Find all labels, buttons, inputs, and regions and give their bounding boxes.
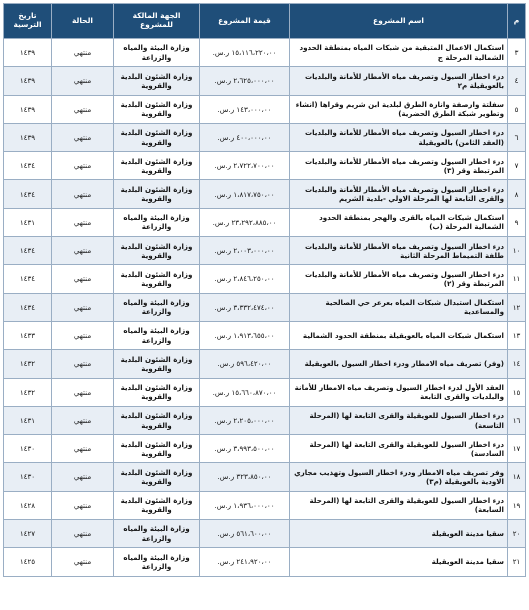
cell-status: منتهي <box>52 435 114 463</box>
cell-award-year: ١٤٢٧ <box>4 520 52 548</box>
table-row <box>4 293 526 321</box>
cell-project-value: ٢،٢٠٥،٠٠٠،٠٠ ر.س. <box>200 406 290 434</box>
cell-status: منتهي <box>52 293 114 321</box>
table-row <box>4 123 526 151</box>
cell-award-year: ١٤٣٤ <box>4 265 52 293</box>
cell-status: منتهي <box>52 39 114 67</box>
cell-num: ١٦ <box>508 406 526 434</box>
cell-award-year: ١٤٣٠ <box>4 463 52 491</box>
cell-award-year: ١٤٣٤ <box>4 180 52 208</box>
cell-status: منتهي <box>52 237 114 265</box>
cell-owner: وزارة الشئون البلدية والقروية <box>114 180 200 208</box>
table-row <box>4 491 526 519</box>
cell-status: منتهي <box>52 180 114 208</box>
table-row <box>4 237 526 265</box>
cell-num: ٣ <box>508 39 526 67</box>
projects-table-container <box>3 3 525 577</box>
cell-project-value: ٥٩٦،٤٢٠،٠٠ ر.س. <box>200 350 290 378</box>
table-row <box>4 180 526 208</box>
cell-project-value: ٢،٧٢٢،٧٠٠،٠٠ ر.س. <box>200 152 290 180</box>
cell-status: منتهي <box>52 321 114 349</box>
cell-num: ١٩ <box>508 491 526 519</box>
cell-num: ١٤ <box>508 350 526 378</box>
cell-num: ١٨ <box>508 463 526 491</box>
cell-award-year: ١٤٣٤ <box>4 237 52 265</box>
cell-owner: وزارة الشئون البلدية والقروية <box>114 406 200 434</box>
cell-num: ٤ <box>508 67 526 95</box>
cell-num: ١٧ <box>508 435 526 463</box>
cell-status: منتهي <box>52 123 114 151</box>
cell-project-name: درء اخطار السيول وتصريف مياه الأمطار للأمانة والبلديات (العقد الثامن) بالعويقيلة <box>290 123 508 151</box>
cell-award-year: ١٤٣٩ <box>4 39 52 67</box>
cell-status: منتهي <box>52 152 114 180</box>
cell-project-value: ٣،٣٣٢،٤٧٤،٠٠ ر.س. <box>200 293 290 321</box>
cell-owner: وزارة الشئون البلدية والقروية <box>114 95 200 123</box>
col-header-year: تاريخ الترسية <box>4 4 52 39</box>
cell-owner: وزارة الشئون البلدية والقروية <box>114 152 200 180</box>
cell-owner: وزارة الشئون البلدية والقروية <box>114 237 200 265</box>
col-header-value: قيمة المشروع <box>200 4 290 39</box>
table-row <box>4 265 526 293</box>
table-row <box>4 350 526 378</box>
cell-num: ٢٠ <box>508 520 526 548</box>
cell-project-name: درء اخطار السيول للعويقيلة والقرى التابعة لها (المرحلة السابعة) <box>290 491 508 519</box>
cell-num: ١٣ <box>508 321 526 349</box>
cell-award-year: ١٤٣٣ <box>4 321 52 349</box>
col-header-status: الحالة <box>52 4 114 39</box>
cell-project-value: ٤٠٠،٠٠٠،٠٠ ر.س. <box>200 123 290 151</box>
cell-num: ١١ <box>508 265 526 293</box>
cell-award-year: ١٤٣٩ <box>4 95 52 123</box>
table-row <box>4 463 526 491</box>
cell-owner: وزارة البيئة والمياه والزراعة <box>114 548 200 576</box>
table-row <box>4 321 526 349</box>
cell-status: منتهي <box>52 548 114 576</box>
table-body <box>4 39 526 577</box>
cell-num: ٨ <box>508 180 526 208</box>
cell-project-value: ١٥،١١٦،٢٢٠،٠٠ ر.س. <box>200 39 290 67</box>
cell-award-year: ١٤٣٤ <box>4 293 52 321</box>
cell-project-name: (وفر) تصريف مياه الامطار ودرء اخطار السيول بالعويقيلة <box>290 350 508 378</box>
cell-project-value: ٥٦١،٦٠٠،٠٠ ر.س. <box>200 520 290 548</box>
cell-num: ٥ <box>508 95 526 123</box>
cell-project-name: استكمال استبدال شبكات المياه بعرعر حي الصالحية والمساعدية <box>290 293 508 321</box>
cell-project-value: ١،٩٣٦،٠٠٠،٠٠ ر.س. <box>200 491 290 519</box>
cell-project-name: درء اخطار السيول للعويقيلة والقرى التابعة لها (المرحلة السادسة) <box>290 435 508 463</box>
cell-status: منتهي <box>52 406 114 434</box>
table-row <box>4 39 526 67</box>
cell-owner: وزارة البيئة والمياه والزراعة <box>114 208 200 236</box>
cell-award-year: ١٤٣٠ <box>4 435 52 463</box>
cell-project-name: سقيا مدينة العويقيلة <box>290 520 508 548</box>
cell-owner: وزارة الشئون البلدية والقروية <box>114 123 200 151</box>
table-row <box>4 548 526 576</box>
cell-award-year: ١٤٣٢ <box>4 378 52 406</box>
cell-num: ١٢ <box>508 293 526 321</box>
cell-owner: وزارة البيئة والمياه والزراعة <box>114 520 200 548</box>
cell-project-name: وفر تصريف مياه الامطار ودرء اخطار السيول وتهذيب مجاري الاودية بالعويقيلة (م٣) <box>290 463 508 491</box>
cell-owner: وزارة الشئون البلدية والقروية <box>114 265 200 293</box>
cell-num: ٩ <box>508 208 526 236</box>
cell-project-name: استكمال شبكات المياه بالقرى والهجر بمنطقة الحدود الشمالية المرحلة (ب) <box>290 208 508 236</box>
cell-owner: وزارة الشئون البلدية والقروية <box>114 435 200 463</box>
cell-project-name: درء اخطار السيول للعويقيلة والقرى التابعة لها (المرحلة التاسعة) <box>290 406 508 434</box>
cell-owner: وزارة البيئة والمياه والزراعة <box>114 293 200 321</box>
cell-num: ٧ <box>508 152 526 180</box>
cell-project-name: درء اخطار السيول وتصريف مياه الأمطار للأمانة والبلديات المرتبطة وقر (٢) <box>290 265 508 293</box>
cell-project-value: ٢٤١،٩٢٠،٠٠ ر.س. <box>200 548 290 576</box>
cell-owner: وزارة الشئون البلدية والقروية <box>114 378 200 406</box>
cell-owner: وزارة الشئون البلدية والقروية <box>114 491 200 519</box>
cell-status: منتهي <box>52 520 114 548</box>
cell-project-name: درء اخطار السيول وتصريف مياه الأمطار للأمانة والبلديات بالعويقيلة م٢ <box>290 67 508 95</box>
cell-award-year: ١٤٢٥ <box>4 548 52 576</box>
cell-project-value: ٣،٩٩٣،٥٠٠،٠٠ ر.س. <box>200 435 290 463</box>
cell-status: منتهي <box>52 491 114 519</box>
col-header-name: اسم المشروع <box>290 4 508 39</box>
table-row <box>4 208 526 236</box>
cell-num: ١٠ <box>508 237 526 265</box>
table-row <box>4 435 526 463</box>
header-row <box>4 4 526 39</box>
cell-award-year: ١٤٣١ <box>4 406 52 434</box>
cell-project-value: ١٤٣،٠٠٠،٠٠ ر.س. <box>200 95 290 123</box>
cell-project-name: سفلتة وارصفة وانارة الطرق لبلدية ابن شريم وقراها (انشاء وتطوير شبكة الطرق الحضرية) <box>290 95 508 123</box>
cell-status: منتهي <box>52 378 114 406</box>
cell-award-year: ١٤٣١ <box>4 208 52 236</box>
cell-award-year: ١٤٣٤ <box>4 152 52 180</box>
cell-award-year: ١٤٢٨ <box>4 491 52 519</box>
cell-project-name: درء اخطار السيول وتصريف مياه الأمطار للأمانة والبلديات والقرى التابعة لها المرحلة الاولي -بلدية الشريم <box>290 180 508 208</box>
cell-status: منتهي <box>52 350 114 378</box>
cell-project-name: استكمال الاعمال المتبقية من شبكات المياه بمنطقة الحدود الشمالية المرحلة ج <box>290 39 508 67</box>
cell-status: منتهي <box>52 67 114 95</box>
cell-status: منتهي <box>52 265 114 293</box>
table-row <box>4 378 526 406</box>
projects-table <box>3 3 526 577</box>
cell-project-value: ٢،٨٤٦،٢٥٠،٠٠ ر.س. <box>200 265 290 293</box>
table-row <box>4 67 526 95</box>
cell-project-value: ٢،٦٢٥،٠٠٠،٠٠ ر.س. <box>200 67 290 95</box>
cell-status: منتهي <box>52 95 114 123</box>
cell-project-value: ١٥،٦٦٠،٨٧٠،٠٠ ر.س. <box>200 378 290 406</box>
cell-project-value: ٣٢٣،٨٥٠،٠٠ ر.س. <box>200 463 290 491</box>
cell-award-year: ١٤٣٩ <box>4 67 52 95</box>
cell-owner: وزارة الشئون البلدية والقروية <box>114 350 200 378</box>
table-row <box>4 520 526 548</box>
cell-owner: وزارة البيئة والمياه والزراعة <box>114 321 200 349</box>
cell-num: ٢١ <box>508 548 526 576</box>
col-header-owner: الجهة المالكة للمشروع <box>114 4 200 39</box>
table-row <box>4 95 526 123</box>
cell-owner: وزارة الشئون البلدية والقروية <box>114 463 200 491</box>
cell-project-name: درء اخطار السيول وتصريف مياه الأمطار للأمانة والبلديات طلفة التميماط المرحلة الثانية <box>290 237 508 265</box>
cell-project-value: ١،٨١٧،٧٥٠،٠٠ ر.س. <box>200 180 290 208</box>
cell-project-name: درء اخطار السيول وتصريف مياه الأمطار للأمانة والبلديات المرتبطة وقر (٣) <box>290 152 508 180</box>
table-row <box>4 152 526 180</box>
cell-project-name: استكمال شبكات المياه بالعويقيلة بمنطقة الحدود الشمالية <box>290 321 508 349</box>
cell-owner: وزارة الشئون البلدية والقروية <box>114 67 200 95</box>
cell-status: منتهي <box>52 463 114 491</box>
cell-award-year: ١٤٣٢ <box>4 350 52 378</box>
cell-project-value: ٢،٠٠٣،٠٠٠،٠٠ ر.س. <box>200 237 290 265</box>
cell-status: منتهي <box>52 208 114 236</box>
cell-award-year: ١٤٣٩ <box>4 123 52 151</box>
table-row <box>4 406 526 434</box>
cell-project-name: سقيا مدينة العويقيلة <box>290 548 508 576</box>
cell-num: ١٥ <box>508 378 526 406</box>
cell-project-value: ٢٣،٢٩٢،٨٨٥،٠٠ ر.س. <box>200 208 290 236</box>
cell-num: ٦ <box>508 123 526 151</box>
col-header-num: م <box>508 4 526 39</box>
cell-project-name: العقد الأول لدرء اخطار السيول وتصريف مياه الامطار للأمانة والبلديات والقرى التابعة <box>290 378 508 406</box>
cell-owner: وزارة البيئة والمياه والزراعة <box>114 39 200 67</box>
cell-project-value: ١،٩١٣،٦٥٥،٠٠ ر.س. <box>200 321 290 349</box>
